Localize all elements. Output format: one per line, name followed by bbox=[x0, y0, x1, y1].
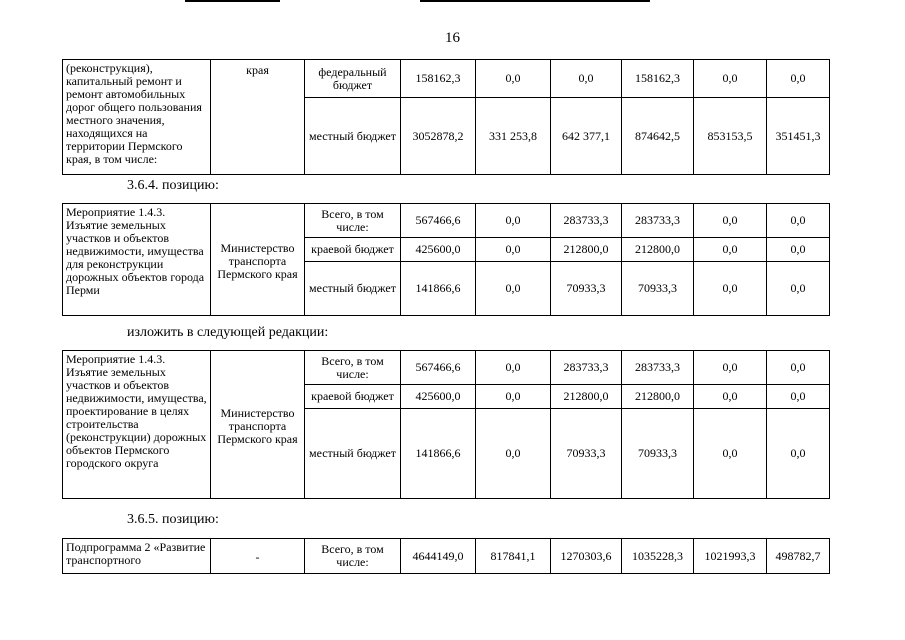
value-total: 3052878,2 bbox=[401, 98, 476, 175]
value-year-4: 853153,5 bbox=[694, 98, 767, 175]
page-number: 16 bbox=[445, 30, 460, 46]
top-rule-left bbox=[185, 0, 280, 2]
value-year-5: 0,0 bbox=[767, 204, 830, 238]
value-year-3: 158162,3 bbox=[622, 60, 694, 98]
value-year-3: 283733,3 bbox=[622, 351, 694, 385]
funding-source: местный бюджет bbox=[305, 98, 401, 175]
value-year-5: 0,0 bbox=[767, 351, 830, 385]
value-year-1: 0,0 bbox=[476, 204, 551, 238]
funding-source: федеральный бюджет bbox=[305, 60, 401, 98]
amend-instruction: изложить в следующей редакции: bbox=[127, 325, 329, 340]
section-heading-3-6-5: 3.6.5. позицию: bbox=[127, 512, 219, 527]
value-year-4: 0,0 bbox=[694, 60, 767, 98]
value-total: 141866,6 bbox=[401, 262, 476, 316]
value-year-3: 874642,5 bbox=[622, 98, 694, 175]
measure-description: (реконструкция), капитальный ремонт и ремонт автомобильных дорог общего пользования местного значения, находящихся на территории Пермского края, в том числе: bbox=[63, 60, 211, 175]
value-year-2: 0,0 bbox=[551, 60, 622, 98]
value-year-1: 0,0 bbox=[476, 351, 551, 385]
funding-source: Всего, в том числе: bbox=[305, 539, 401, 574]
value-year-1: 331 253,8 bbox=[476, 98, 551, 175]
funding-source: местный бюджет bbox=[305, 409, 401, 499]
value-year-3: 70933,3 bbox=[622, 409, 694, 499]
value-year-2: 70933,3 bbox=[551, 409, 622, 499]
value-year-1: 0,0 bbox=[476, 262, 551, 316]
value-total: 425600,0 bbox=[401, 385, 476, 409]
budget-table-continuation bbox=[62, 59, 830, 175]
funding-source: местный бюджет bbox=[305, 262, 401, 316]
value-year-1: 0,0 bbox=[476, 385, 551, 409]
value-year-4: 0,0 bbox=[694, 204, 767, 238]
value-total: 567466,6 bbox=[401, 351, 476, 385]
value-year-4: 0,0 bbox=[694, 238, 767, 262]
value-year-5: 351451,3 bbox=[767, 98, 830, 175]
value-year-2: 212800,0 bbox=[551, 385, 622, 409]
section-heading-3-6-4: 3.6.4. позицию: bbox=[127, 178, 219, 193]
value-year-4: 0,0 bbox=[694, 409, 767, 499]
value-year-2: 1270303,6 bbox=[551, 539, 622, 574]
value-year-5: 0,0 bbox=[767, 409, 830, 499]
budget-table-subprogram bbox=[62, 538, 830, 574]
responsible-executor: Министерство транспорта Пермского края bbox=[211, 204, 305, 316]
value-total: 4644149,0 bbox=[401, 539, 476, 574]
budget-table-old-position bbox=[62, 203, 830, 316]
value-year-2: 70933,3 bbox=[551, 262, 622, 316]
responsible-executor: - bbox=[211, 539, 305, 574]
value-year-5: 0,0 bbox=[767, 238, 830, 262]
value-year-2: 283733,3 bbox=[551, 351, 622, 385]
value-year-2: 642 377,1 bbox=[551, 98, 622, 175]
value-year-1: 0,0 bbox=[476, 60, 551, 98]
value-total: 158162,3 bbox=[401, 60, 476, 98]
value-year-5: 0,0 bbox=[767, 385, 830, 409]
funding-source: краевой бюджет bbox=[305, 238, 401, 262]
value-year-2: 283733,3 bbox=[551, 204, 622, 238]
responsible-executor: Министерство транспорта Пермского края bbox=[211, 351, 305, 499]
value-year-3: 212800,0 bbox=[622, 238, 694, 262]
funding-source: краевой бюджет bbox=[305, 385, 401, 409]
value-year-5: 0,0 bbox=[767, 60, 830, 98]
value-year-1: 0,0 bbox=[476, 409, 551, 499]
measure-description: Подпрограмма 2 «Развитие транспортного bbox=[63, 539, 211, 574]
value-year-3: 283733,3 bbox=[622, 204, 694, 238]
top-rule-right bbox=[420, 0, 650, 2]
value-year-3: 212800,0 bbox=[622, 385, 694, 409]
value-year-5: 498782,7 bbox=[767, 539, 830, 574]
value-year-5: 0,0 bbox=[767, 262, 830, 316]
value-year-1: 817841,1 bbox=[476, 539, 551, 574]
value-total: 567466,6 bbox=[401, 204, 476, 238]
value-total: 141866,6 bbox=[401, 409, 476, 499]
funding-source: Всего, в том числе: bbox=[305, 204, 401, 238]
measure-description: Мероприятие 1.4.3. Изъятие земельных участков и объектов недвижимости, имущества, проектирование в целях строительства (реконструкции) дорожных объектов Пермского городского округа bbox=[63, 351, 211, 499]
value-year-1: 0,0 bbox=[476, 238, 551, 262]
value-year-3: 70933,3 bbox=[622, 262, 694, 316]
measure-description: Мероприятие 1.4.3. Изъятие земельных участков и объектов недвижимости, имущества для реконструкции дорожных объектов города Перми bbox=[63, 204, 211, 316]
funding-source: Всего, в том числе: bbox=[305, 351, 401, 385]
responsible-executor: края bbox=[211, 60, 305, 175]
value-year-4: 1021993,3 bbox=[694, 539, 767, 574]
value-year-3: 1035228,3 bbox=[622, 539, 694, 574]
value-year-4: 0,0 bbox=[694, 385, 767, 409]
value-year-2: 212800,0 bbox=[551, 238, 622, 262]
value-total: 425600,0 bbox=[401, 238, 476, 262]
budget-table-new-position bbox=[62, 350, 830, 499]
value-year-4: 0,0 bbox=[694, 351, 767, 385]
value-year-4: 0,0 bbox=[694, 262, 767, 316]
